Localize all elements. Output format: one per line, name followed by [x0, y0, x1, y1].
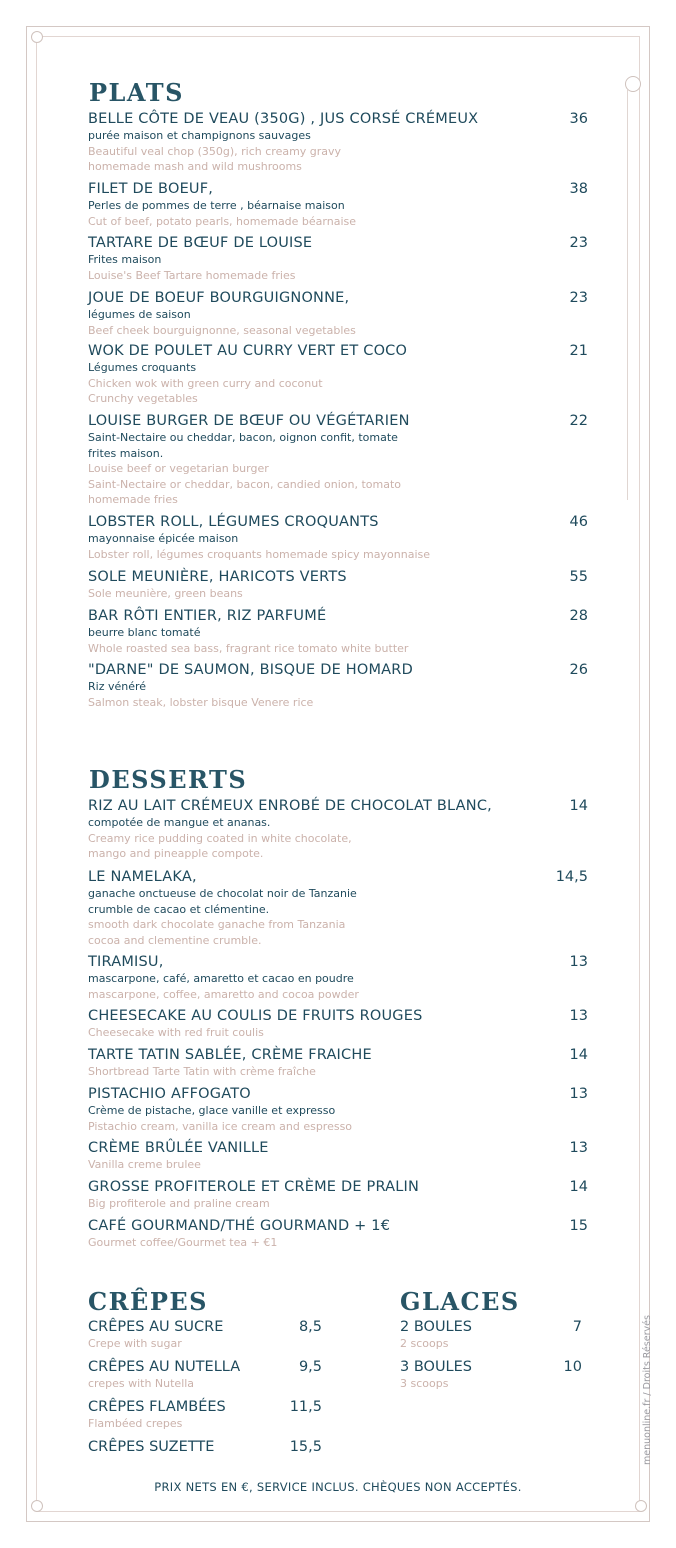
- dish-price: 13: [569, 954, 588, 970]
- item-translation: Crepe with sugar: [88, 1337, 182, 1350]
- dish-name: RIZ AU LAIT CRÉMEUX ENROBÉ DE CHOCOLAT BLANC,: [88, 798, 492, 814]
- item-price: 7: [572, 1319, 582, 1335]
- section-title-desserts: DESSERTS: [89, 765, 248, 794]
- dish-name: GROSSE PROFITEROLE ET CRÈME DE PRALIN: [88, 1179, 420, 1195]
- item-translation: crepes with Nutella: [88, 1377, 195, 1390]
- dish-translation: mascarpone, coffee, amaretto and cocoa powder: [88, 987, 359, 1001]
- dish-translation: Crunchy vegetables: [88, 392, 198, 405]
- watermark: [640, 1300, 654, 1465]
- dish-item: [88, 413, 588, 508]
- dish-translation: Shortbread Tarte Tatin with crème fraîche: [88, 1065, 316, 1078]
- dish-translation: Sole meunière, green beans: [88, 587, 243, 600]
- dish-name: JOUE DE BOEUF BOURGUIGNONNE,: [88, 290, 350, 306]
- corner-ornament-top-left: [31, 31, 43, 43]
- dish-item: [88, 1179, 588, 1212]
- dish-price: 55: [569, 569, 588, 585]
- dish-description: beurre blanc tomaté: [88, 626, 201, 639]
- item-translation: 2 scoops: [400, 1337, 449, 1350]
- dish-item: [88, 954, 588, 1002]
- dish-price: 26: [569, 662, 588, 678]
- dish-price: 13: [569, 1086, 588, 1102]
- crepes-item: [88, 1439, 322, 1456]
- item-price: 8,5: [298, 1319, 322, 1335]
- dish-item: [88, 1140, 588, 1173]
- dish-name: BAR RÔTI ENTIER, RIZ PARFUMÉ: [88, 608, 327, 624]
- dish-translation: mango and pineapple compote.: [88, 847, 264, 860]
- dish-description: mascarpone, café, amaretto et cacao en poudre: [88, 972, 354, 985]
- item-price: 10: [563, 1359, 582, 1375]
- dish-translation: Beef cheek bourguignonne, seasonal vegetables: [88, 323, 356, 337]
- dish-item: [88, 181, 588, 229]
- dish-description: purée maison et champignons sauvages: [88, 129, 311, 142]
- dish-translation: Big profiterole and praline cream: [88, 1197, 270, 1210]
- dish-price: 14: [569, 1047, 588, 1063]
- item-price: 9,5: [298, 1359, 322, 1375]
- dish-name: TARTE TATIN SABLÉE, CRÈME FRAICHE: [88, 1047, 372, 1063]
- corner-ornament-bottom-right: [635, 1500, 647, 1512]
- item-name: 2 BOULES: [400, 1319, 472, 1335]
- section-title-glaces: GLACES: [400, 1287, 520, 1316]
- dish-description: mayonnaise épicée maison: [88, 532, 239, 545]
- dish-price: 14,5: [555, 869, 588, 885]
- dish-price: 13: [569, 1140, 588, 1156]
- dish-item: [88, 1086, 588, 1134]
- dish-item: [88, 235, 588, 283]
- decorative-side-line: [627, 90, 628, 500]
- glaces-item: [400, 1359, 582, 1392]
- dish-price: 38: [569, 181, 588, 197]
- item-name: CRÊPES FLAMBÉES: [88, 1399, 226, 1415]
- dish-name: WOK DE POULET AU CURRY VERT ET COCO: [88, 343, 408, 359]
- dish-description: Crème de pistache, glace vanille et expresso: [88, 1104, 336, 1117]
- dish-price: 15: [569, 1218, 588, 1234]
- footer-note: PRIX NETS EN €, SERVICE INCLUS. CHÈQUES NON ACCEPTÉS.: [154, 1480, 522, 1494]
- dish-description: frites maison.: [88, 446, 164, 460]
- dish-description: Légumes croquants: [88, 361, 197, 374]
- dish-description: Saint-Nectaire ou cheddar, bacon, oignon confit, tomate: [88, 431, 398, 444]
- dish-translation: homemade mash and wild mushrooms: [88, 160, 302, 173]
- dish-name: TARTARE DE BŒUF DE LOUISE: [88, 235, 313, 251]
- dish-name: FILET DE BOEUF,: [88, 181, 214, 197]
- dish-description: crumble de cacao et clémentine.: [88, 902, 270, 916]
- dish-name: CAFÉ GOURMAND/THÉ GOURMAND + 1€: [88, 1218, 391, 1234]
- dish-price: 14: [569, 1179, 588, 1195]
- dish-translation: Beautiful veal chop (350g), rich creamy gravy: [88, 144, 342, 158]
- glaces-item: [400, 1319, 582, 1352]
- dish-description: Frites maison: [88, 253, 162, 266]
- dish-item: [88, 290, 588, 338]
- dish-name: CRÈME BRÛLÉE VANILLE: [88, 1140, 269, 1156]
- crepes-item: [88, 1399, 322, 1432]
- item-translation: Flambéed crepes: [88, 1417, 183, 1430]
- dish-description: compotée de mangue et ananas.: [88, 816, 271, 829]
- dish-name: TIRAMISU,: [88, 954, 164, 970]
- dish-item: [88, 1218, 588, 1251]
- dish-description: ganache onctueuse de chocolat noir de Tanzanie: [88, 887, 357, 900]
- item-price: 15,5: [289, 1439, 322, 1455]
- dish-translation: homemade fries: [88, 493, 178, 506]
- dish-name: LOUISE BURGER DE BŒUF OU VÉGÉTARIEN: [88, 413, 410, 429]
- dish-price: 28: [569, 608, 588, 624]
- dish-name: PISTACHIO AFFOGATO: [88, 1086, 251, 1102]
- dish-item: [88, 111, 588, 175]
- dish-translation: Vanilla creme brulee: [88, 1158, 201, 1171]
- dish-translation: Louise beef or vegetarian burger: [88, 462, 269, 475]
- item-name: CRÊPES AU SUCRE: [88, 1319, 224, 1335]
- dish-translation: smooth dark chocolate ganache from Tanzania: [88, 918, 346, 931]
- dish-item: [88, 514, 588, 562]
- dish-price: 21: [569, 343, 588, 359]
- dish-translation: Salmon steak, lobster bisque Venere rice: [88, 695, 314, 709]
- dish-description: légumes de saison: [88, 308, 191, 321]
- dish-price: 46: [569, 514, 588, 530]
- dish-item: [88, 1008, 588, 1041]
- dish-translation: Pistachio cream, vanilla ice cream and espresso: [88, 1119, 353, 1133]
- dish-price: 23: [569, 235, 588, 251]
- item-price: 11,5: [289, 1399, 322, 1415]
- dish-translation: Cheesecake with red fruit coulis: [88, 1026, 264, 1039]
- section-title-crepes: CRÊPES: [88, 1287, 209, 1316]
- crepes-item: [88, 1359, 322, 1392]
- corner-ornament-bottom-left: [31, 1500, 43, 1512]
- dish-translation: Whole roasted sea bass, fragrant rice tomato white butter: [88, 641, 409, 655]
- dish-name: LE NAMELAKA,: [88, 869, 197, 885]
- dish-name: "DARNE" DE SAUMON, BISQUE DE HOMARD: [88, 662, 413, 678]
- dish-price: 13: [569, 1008, 588, 1024]
- item-translation: 3 scoops: [400, 1377, 449, 1390]
- dish-translation: Louise's Beef Tartare homemade fries: [88, 268, 296, 282]
- dish-item: [88, 798, 588, 862]
- dish-price: 23: [569, 290, 588, 306]
- dish-description: Perles de pommes de terre , béarnaise maison: [88, 199, 345, 212]
- dish-price: 14: [569, 798, 588, 814]
- dish-translation: Creamy rice pudding coated in white chocolate,: [88, 831, 352, 845]
- dish-item: [88, 569, 588, 602]
- dish-translation: Saint-Nectaire or cheddar, bacon, candied onion, tomato: [88, 477, 401, 491]
- dish-translation: Cut of beef, potato pearls, homemade béarnaise: [88, 214, 357, 228]
- dish-translation: Chicken wok with green curry and coconut: [88, 376, 323, 390]
- dish-item: [88, 662, 588, 710]
- dish-description: Riz vénéré: [88, 680, 147, 693]
- dish-translation: Gourmet coffee/Gourmet tea + €1: [88, 1236, 278, 1249]
- dish-item: [88, 1047, 588, 1080]
- dish-price: 22: [569, 413, 588, 429]
- dish-name: SOLE MEUNIÈRE, HARICOTS VERTS: [88, 569, 347, 585]
- item-name: CRÊPES AU NUTELLA: [88, 1359, 241, 1375]
- dish-price: 36: [569, 111, 588, 127]
- item-name: CRÊPES SUZETTE: [88, 1439, 215, 1455]
- dish-name: BELLE CÔTE DE VEAU (350G) , JUS CORSÉ CRÉMEUX: [88, 111, 479, 127]
- item-name: 3 BOULES: [400, 1359, 472, 1375]
- dish-item: [88, 608, 588, 656]
- dish-name: LOBSTER ROLL, LÉGUMES CROQUANTS: [88, 514, 379, 530]
- dish-translation: Lobster roll, légumes croquants homemade spicy mayonnaise: [88, 547, 430, 561]
- watermark-text: menuonline.fr / Droits Réservés: [642, 1315, 653, 1465]
- section-title-plats: PLATS: [89, 78, 184, 107]
- crepes-item: [88, 1319, 322, 1352]
- dish-name: CHEESECAKE AU COULIS DE FRUITS ROUGES: [88, 1008, 423, 1024]
- dish-translation: cocoa and clementine crumble.: [88, 933, 262, 947]
- dish-item: [88, 343, 588, 407]
- dish-item: [88, 869, 588, 948]
